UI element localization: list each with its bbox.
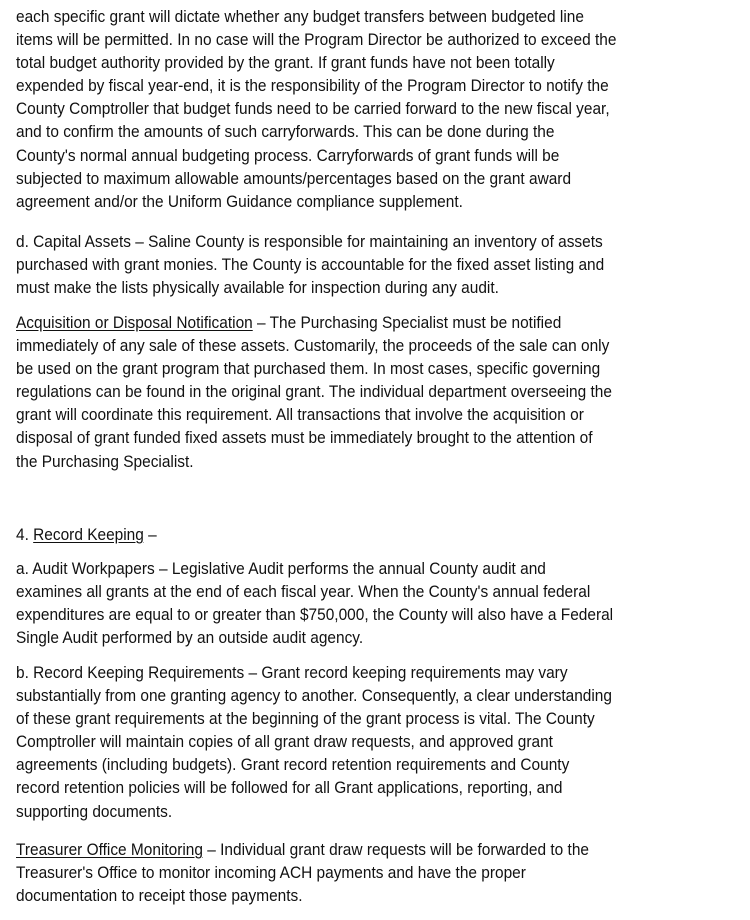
text-line: regulations can be found in the original grant. The individual department overseeing the [16,382,612,402]
text-line [16,523,157,546]
text-line: each specific grant will dictate whether any budget transfers between budgeted line [16,7,584,26]
text-line: documentation to receipt those payments. [16,886,303,906]
text-line [16,311,612,334]
text-line [16,838,589,861]
paragraph-budget-carryforward [16,5,662,213]
paragraph-acquisition-disposal [16,311,657,473]
text-line: substantially from one granting agency to another. Consequently, a clear understanding [16,686,612,706]
text-line: grant will coordinate this requirement. All transactions that involve the acquisition or [16,405,584,425]
text-line: agreements (including budgets). Grant record retention requirements and County [16,755,570,775]
text-line: subjected to maximum allowable amounts/percentages based on the grant award [16,168,572,188]
section-number: 4. [16,525,34,544]
text-line: total budget authority provided by the grant. If grant funds have not been totally [16,53,555,73]
text-line: expended by fiscal year-end, it is the responsibility of the Program Director to notify the [16,76,609,96]
text-run: – The Purchasing Specialist must be notified [252,313,562,332]
paragraph-treasurer-monitoring [16,838,632,907]
paragraph-audit-workpapers [16,557,658,649]
text-line: Treasurer's Office to monitor incoming ACH payments and have the proper [16,863,526,883]
text-run: – Individual grant draw requests will be forwarded to the [202,840,589,859]
text-line: d. Capital Assets – Saline County is responsible for maintaining an inventory of assets [16,232,603,251]
text-line: record retention policies will be followed for all Grant applications, reporting, and [16,778,563,798]
text-line: County's normal annual budgeting process. Carryforwards of grant funds will be [16,145,560,165]
text-line: Comptroller will maintain copies of all grant draw requests, and approved grant [16,732,553,752]
text-line: examines all grants at the end of each fiscal year. When the County's annual federal [16,582,591,602]
text-line: agreement and/or the Uniform Guidance compliance supplement. [16,191,463,211]
paragraph-capital-assets [16,230,648,299]
text-run: – [143,525,157,544]
text-line: b. Record Keeping Requirements – Grant record keeping requirements may vary [16,663,568,682]
text-line: disposal of grant funded fixed assets must be immediately brought to the attention of [16,428,593,448]
text-line: a. Audit Workpapers – Legislative Audit performs the annual County audit and [16,559,546,578]
paragraph-record-keeping-requirements [16,661,657,823]
text-line: of these grant requirements at the beginning of the grant process is vital. The County [16,709,595,729]
text-line: supporting documents. [16,801,173,821]
text-line: expenditures are equal to or greater than $750,000, the County will also have a Federal [16,605,614,625]
text-line: must make the lists physically available for inspection during any audit. [16,278,499,298]
text-line: purchased with grant monies. The County is accountable for the fixed asset listing and [16,255,605,275]
text-line: and to confirm the amounts of such carryforwards. This can be done during the [16,122,555,142]
text-line: be used on the grant program that purchased them. In most cases, specific governing [16,359,601,379]
text-line: Single Audit performed by an outside audit agency. [16,628,364,648]
subheading-acquisition-disposal: Acquisition or Disposal Notification [16,313,253,332]
section-title: Record Keeping [33,525,144,544]
text-line: the Purchasing Specialist. [16,451,194,471]
section-heading-record-keeping [16,523,167,546]
subheading-treasurer-monitoring: Treasurer Office Monitoring [16,840,203,859]
text-line: items will be permitted. In no case will the Program Director be authorized to exceed the [16,30,617,50]
text-line: immediately of any sale of these assets. Customarily, the proceeds of the sale can only [16,336,610,356]
text-line: County Comptroller that budget funds need to be carried forward to the new fiscal year, [16,99,610,119]
